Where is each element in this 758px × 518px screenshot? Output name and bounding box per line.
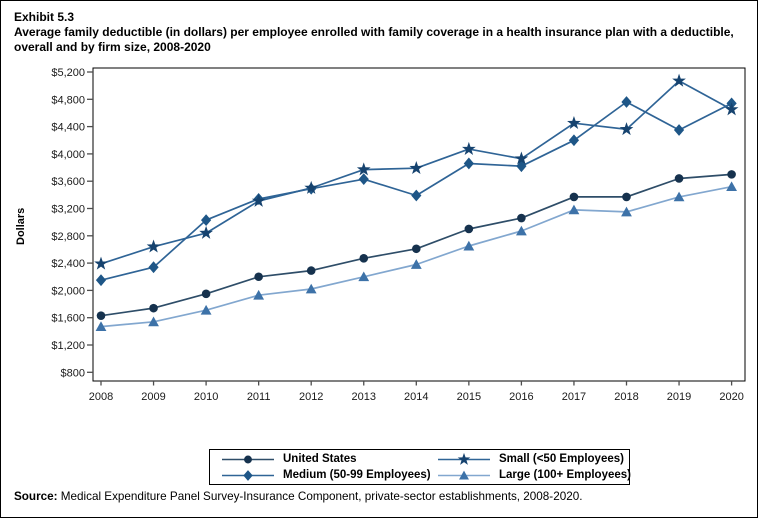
y-tick-label: $2,000 [51,285,85,298]
data-point-diamond [411,190,421,202]
data-point-triangle [516,226,527,236]
x-tick-label: 2019 [666,391,692,403]
data-point-circle [254,272,263,281]
legend-marker-diamond-icon [222,468,274,483]
source-line [14,490,750,503]
data-point-diamond [516,160,526,172]
y-tick-label: $800 [60,367,85,380]
y-tick-label: $3,200 [51,203,85,216]
legend [209,449,630,485]
data-point-diamond [569,134,579,146]
data-point-diamond [674,124,684,136]
data-point-triangle [726,181,737,191]
y-tick-label: $2,800 [51,230,85,243]
x-tick-label: 2013 [351,391,376,403]
data-point-circle [570,193,579,202]
data-point-star [199,226,213,239]
data-point-diamond [359,173,369,185]
y-axis-title: Dollars [15,207,27,245]
chart-header [14,10,750,55]
y-tick-label: $4,400 [51,121,85,134]
data-point-star [725,102,739,115]
data-point-circle [149,304,158,313]
x-tick-label: 2016 [509,391,534,403]
data-point-circle [244,455,252,463]
x-tick-label: 2014 [404,391,429,403]
data-point-circle [359,254,368,263]
data-point-circle [202,290,211,299]
legend-label: Large (100+ Employees) [499,469,631,481]
data-point-star [147,240,161,253]
data-point-star [409,161,423,174]
data-point-circle [517,214,526,223]
x-tick-label: 2020 [719,391,744,403]
exhibit-label: Exhibit 5.3 [14,10,75,24]
x-tick-label: 2012 [298,391,324,403]
y-tick-label: $1,600 [51,312,85,325]
data-point-circle [675,174,684,183]
source-label: Source: [14,490,58,503]
data-point-circle [622,193,631,202]
legend-label: Medium (50-99 Employees) [283,469,431,481]
data-point-diamond [621,96,631,108]
x-tick-label: 2017 [561,391,587,403]
x-tick-label: 2009 [141,391,166,403]
data-point-diamond [464,158,474,170]
data-point-circle [97,311,106,320]
plot-frame [93,68,745,381]
x-tick-label: 2018 [614,391,639,403]
x-tick-label: 2011 [246,391,271,403]
y-tick-label: $2,400 [51,258,85,271]
data-point-circle [307,266,316,275]
series-line-large-100-employees [101,187,732,327]
legend-marker-star-icon [438,452,490,467]
legend-item-medium-50-99-employees [222,468,438,483]
x-tick-label: 2008 [88,391,114,403]
series-small-50-employees [94,74,738,270]
series-large-100-employees [96,181,737,331]
legend-marker-triangle-icon [438,468,490,483]
legend-item-small-50-employees [438,452,631,467]
data-point-circle [412,244,421,253]
data-point-circle [727,170,736,179]
y-tick-label: $4,800 [51,94,85,107]
data-point-circle [465,225,474,234]
y-tick-label: $5,200 [51,67,85,79]
x-tick-label: 2015 [456,391,482,403]
data-point-star [462,142,476,155]
x-tick-label: 2010 [193,391,219,403]
data-point-diamond [243,470,252,481]
legend-marker-circle-icon [222,452,274,467]
y-tick-label: $4,000 [51,148,85,161]
y-tick-label: $1,200 [51,340,85,352]
data-point-diamond [96,274,106,286]
y-tick-label: $3,600 [51,176,85,189]
legend-label: Small (<50 Employees) [499,453,624,465]
legend-label: United States [283,453,357,465]
source-text: Medical Expenditure Panel Survey-Insurance Component, private-sector establishments, 2008-2020. [57,490,583,503]
chart-svg [1,59,758,419]
legend-item-large-100-employees [438,468,631,483]
data-point-star [94,257,108,270]
chart-title: Average family deductible (in dollars) per employee enrolled with family coverage in a health insurance plan with a deductible, overall and by firm size, 2008-2020 [14,25,734,54]
legend-item-united-states [222,452,438,467]
